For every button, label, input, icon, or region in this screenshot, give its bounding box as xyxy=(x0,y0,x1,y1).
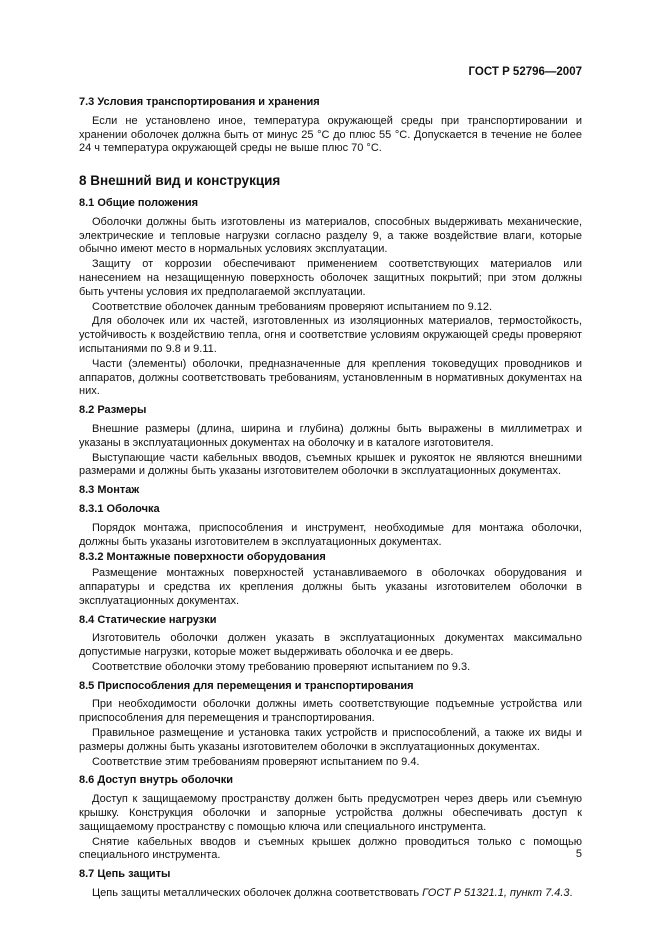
paragraph: Части (элементы) оболочки, предназначенные для крепления токоведущих проводников и аппаратов, должны соответствовать требованиям, установленным в нормативных документах на них. xyxy=(79,357,582,398)
standard-number: ГОСТ Р 52796—2007 xyxy=(468,66,582,78)
section-8-7-title: 8.7 Цепь защиты xyxy=(79,868,171,881)
paragraph: Соответствие оболочки этому требованию проверяют испытанием по 9.3. xyxy=(92,660,471,673)
section-8-3-2-title: 8.3.2 Монтажные поверхности оборудования xyxy=(79,551,326,564)
paragraph: Для оболочек или их частей, изготовленных из изоляционных материалов, термостойкость, устойчивость к воздействию тепла, огня и соответствие условиям окружающей среды проверяют испытаниями по 9.8 и 9.11. xyxy=(79,315,582,355)
section-7-3-title: 7.3 Условия транспортирования и хранения xyxy=(79,96,320,108)
paragraph: Выступающие части кабельных вводов, съемных крышек и рукояток не являются внешними размерами и должны быть указаны изготовителем оболочки в эксплуатационных документах. xyxy=(79,451,582,478)
paragraph: Размещение монтажных поверхностей устанавливаемого в оболочках оборудования и аппаратуры и средства их крепления должны быть указаны изготовителем оболочки в эксплуатационных документах. xyxy=(79,567,582,607)
paragraph: Соответствие этим требованиям проверяют испытанием по 9.4. xyxy=(92,755,420,768)
paragraph: Внешние размеры (длина, ширина и глубина) должны быть выражены в миллиметрах и указаны в эксплуатационных документах на оболочку и в каталоге изготовителя. xyxy=(79,422,582,449)
section-8-3-1-title: 8.3.1 Оболочка xyxy=(79,502,160,515)
paragraph: При необходимости оболочки должны иметь соответствующие подъемные устройства или приспособления для перемещения и транспортирования. xyxy=(79,698,582,725)
paragraph: Если не установлено иное, температура окружающей среды при транспортировании и хранении оболочек должна быть от минус 25 °С до плюс 55 °С. Допускается в течение не более 24 ч температура окружающей среды не выше плюс 70 °С. xyxy=(79,114,582,155)
section-8-5-title: 8.5 Приспособления для перемещения и транспортирования xyxy=(79,679,414,692)
page-body xyxy=(79,96,582,906)
page-number: 5 xyxy=(575,848,582,860)
paragraph-text: Цепь защиты металлических оболочек должна соответствовать xyxy=(92,887,423,900)
paragraph-end: . xyxy=(569,887,573,900)
paragraph: Защиту от коррозии обеспечивают применением соответствующих материалов или нанесением на незащищенную поверхность оболочек защитных покрытий; при этом должны быть учтены условия их предполагаемой эксплуатации. xyxy=(79,258,582,298)
section-8-4-title: 8.4 Статические нагрузки xyxy=(79,613,217,626)
standard-reference: ГОСТ Р 51321.1, пункт 7.4.3 xyxy=(422,887,570,900)
paragraph: Правильное размещение и установка таких устройств и приспособлений, а также их виды и размеры должны быть указаны изготовителем оболочки в эксплуатационных документах. xyxy=(79,727,582,753)
section-8-6-title: 8.6 Доступ внутрь оболочки xyxy=(79,774,233,787)
paragraph: Снятие кабельных вводов и съемных крышек должно проводиться только с помощью специального инструмента. xyxy=(79,835,582,862)
section-8-3-title: 8.3 Монтаж xyxy=(79,484,140,497)
paragraph xyxy=(79,887,582,901)
paragraph: Доступ к защищаемому пространству должен быть предусмотрен через дверь или съемную крышку. Конструкция оболочки и запорные устройства должны обеспечивать доступ к защищаемому пространству с помощью ключа или специального инструмента. xyxy=(79,793,582,833)
section-8-2-title: 8.2 Размеры xyxy=(79,404,147,417)
section-8-1-title: 8.1 Общие положения xyxy=(79,196,199,209)
section-8-title: 8 Внешний вид и конструкция xyxy=(79,173,281,189)
paragraph: Порядок монтажа, приспособления и инструмент, необходимые для монтажа оболочки, должны быть указаны изготовителем в эксплуатационных документах. xyxy=(79,521,582,548)
paragraph: Соответствие оболочек данным требованиям проверяют испытанием по 9.12. xyxy=(92,300,493,313)
paragraph: Изготовитель оболочки должен указать в эксплуатационных документах максимально допустимые нагрузки, которые может выдерживать оболочка и ее дверь. xyxy=(79,632,582,659)
paragraph: Оболочки должны быть изготовлены из материалов, способных выдерживать механические, электрические и тепловые нагрузки согласно разделу 9, а также воздействие влаги, которые обычно имеют место в нормальных условиях эксплуатации. xyxy=(79,215,582,256)
